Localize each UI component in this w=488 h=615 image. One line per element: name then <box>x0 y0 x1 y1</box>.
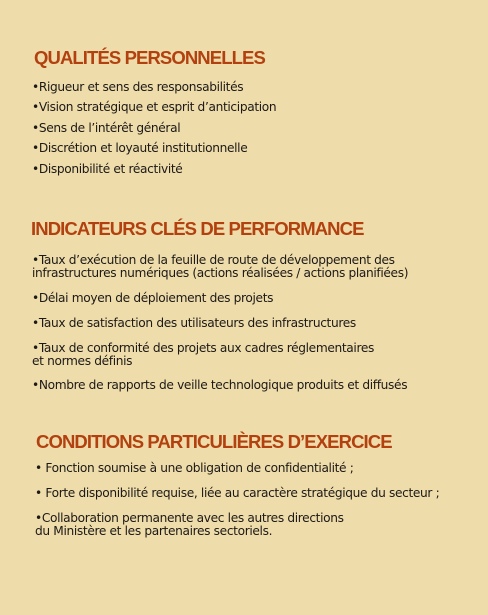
condition-item-line: • Fonction soumise à une obligation de confidentialité ; <box>35 461 354 475</box>
condition-item <box>35 462 354 475</box>
qualite-item: •Rigueur et sens des responsabilités <box>32 80 244 94</box>
indicateur-item <box>32 317 356 330</box>
indicateur-item-line: infrastructures numériques (actions réalisées / actions planifiées) <box>32 265 409 280</box>
condition-item-line: •Collaboration permanente avec les autres directions <box>35 511 344 525</box>
indicateur-item-line: •Taux d’exécution de la feuille de route de développement des <box>32 253 395 267</box>
conditions-title: CONDITIONS PARTICULIÈRES D’EXERCICE <box>36 431 392 452</box>
indicateur-item <box>32 254 408 279</box>
indicateur-item <box>32 379 407 392</box>
qualite-item: •Sens de l’intérêt général <box>32 121 181 135</box>
indicateur-item-line: •Délai moyen de déploiement des projets <box>32 291 274 305</box>
condition-item-line: • Forte disponibilité requise, liée au caractère stratégique du secteur ; <box>35 486 440 500</box>
indicateur-item-line: •Taux de conformité des projets aux cadres réglementaires <box>32 341 374 355</box>
qualite-item: •Disponibilité et réactivité <box>32 162 183 176</box>
qualite-item: •Discrétion et loyauté institutionnelle <box>32 141 248 155</box>
condition-item <box>35 512 344 537</box>
condition-item <box>35 487 439 500</box>
qualite-item: •Vision stratégique et esprit d’anticipation <box>32 100 277 114</box>
indicateur-item-line: et normes définis <box>32 353 133 368</box>
indicateurs-title: INDICATEURS CLÉS DE PERFORMANCE <box>31 218 364 239</box>
condition-item-line: du Ministère et les partenaires sectoriels. <box>35 523 273 538</box>
indicateur-item-line: •Taux de satisfaction des utilisateurs des infrastructures <box>32 316 356 330</box>
indicateur-item <box>32 342 374 367</box>
indicateur-item-line: •Nombre de rapports de veille technologique produits et diffusés <box>32 378 408 392</box>
indicateur-item <box>32 292 273 305</box>
qualites-title: QUALITÉS PERSONNELLES <box>34 47 265 68</box>
